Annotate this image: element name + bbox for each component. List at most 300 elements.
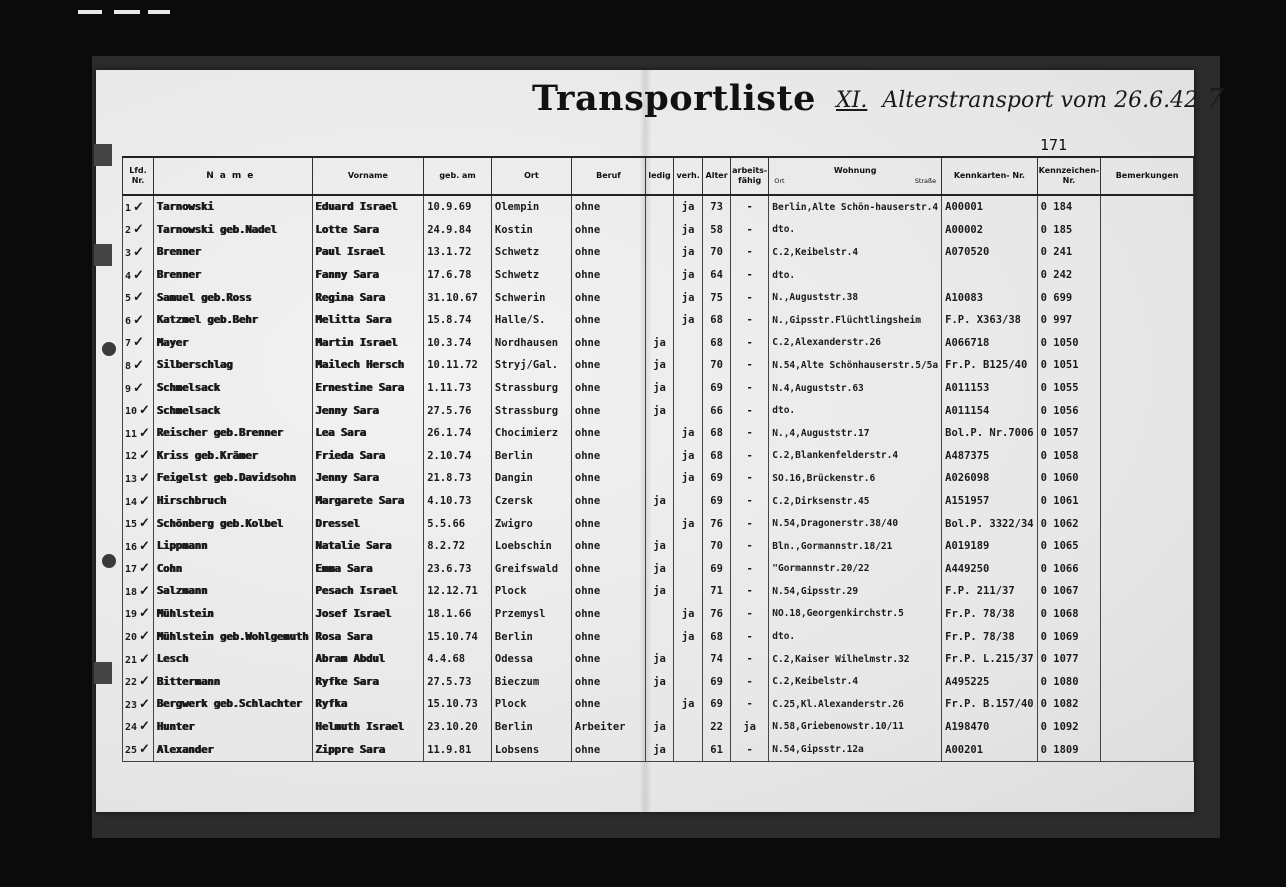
kennzeichen-cell: 0 242 (1037, 264, 1101, 287)
ledig-cell (646, 693, 674, 716)
vorname-cell: Ernestine Sara (312, 377, 424, 400)
bemerkungen-cell (1101, 648, 1194, 671)
row-number: 8 (125, 360, 132, 372)
beruf-cell: ohne (571, 377, 645, 400)
ort-cell: Czersk (491, 490, 571, 513)
arbeit-cell: - (731, 422, 769, 445)
row-number-cell (123, 354, 154, 377)
ledig-cell (646, 625, 674, 648)
table-row (123, 716, 1194, 739)
ort-cell: Schwerin (491, 286, 571, 309)
alter-cell: 69 (703, 558, 731, 581)
row-number-cell (123, 558, 154, 581)
bemerkungen-cell (1101, 195, 1194, 219)
kennkarte-cell: A00001 (942, 195, 1038, 219)
kennzeichen-cell: 0 1056 (1037, 399, 1101, 422)
wohnung-cell: C.2,Keibelstr.4 (769, 241, 942, 264)
alter-cell: 69 (703, 377, 731, 400)
ort-cell: Bieczum (491, 670, 571, 693)
alter-cell: 71 (703, 580, 731, 603)
geb-cell: 2.10.74 (424, 445, 492, 468)
row-number: 25 (125, 745, 138, 757)
check-mark-icon: ✓ (139, 583, 150, 599)
transport-table (122, 156, 1194, 762)
arbeit-cell: - (731, 558, 769, 581)
verh-cell (674, 738, 703, 761)
vorname-cell: Eduard Israel (312, 195, 424, 219)
kennzeichen-cell: 0 1050 (1037, 332, 1101, 355)
bemerkungen-cell (1101, 264, 1194, 287)
vorname-cell: Lea Sara (312, 422, 424, 445)
arbeit-cell: - (731, 219, 769, 242)
beruf-cell: ohne (571, 693, 645, 716)
row-number: 4 (125, 270, 132, 282)
vorname-cell: Ryfka (312, 693, 424, 716)
document-page (96, 70, 1224, 812)
ledig-cell: ja (646, 716, 674, 739)
arbeit-cell: - (731, 625, 769, 648)
name-cell: Katzmel geb.Behr (153, 309, 312, 332)
row-number: 21 (125, 654, 138, 666)
alter-cell: 75 (703, 286, 731, 309)
arbeit-cell: - (731, 241, 769, 264)
transport-description: Alterstransport vom 26.6.42 (882, 88, 1199, 113)
geb-cell: 26.1.74 (424, 422, 492, 445)
arbeit-cell: - (731, 535, 769, 558)
kennzeichen-cell: 0 1809 (1037, 738, 1101, 761)
row-number: 22 (125, 677, 138, 689)
table-row (123, 241, 1194, 264)
table-row (123, 195, 1194, 219)
ort-cell: Przemysl (491, 603, 571, 626)
header-beruf: Beruf (571, 157, 645, 195)
row-number: 6 (125, 315, 132, 327)
kennkarte-cell: A026098 (942, 467, 1038, 490)
handwritten-note (836, 84, 1224, 114)
geb-cell: 27.5.73 (424, 670, 492, 693)
header-name: Name (153, 157, 312, 195)
row-number-cell (123, 670, 154, 693)
wohnung-cell: Bln.,Gormannstr.18/21 (769, 535, 942, 558)
check-mark-icon: ✓ (139, 742, 150, 758)
verh-cell (674, 377, 703, 400)
row-number-cell (123, 241, 154, 264)
beruf-cell: ohne (571, 558, 645, 581)
beruf-cell: ohne (571, 535, 645, 558)
geb-cell: 13.1.72 (424, 241, 492, 264)
kennzeichen-cell: 0 1077 (1037, 648, 1101, 671)
kennkarte-cell: A449250 (942, 558, 1038, 581)
vorname-cell: Frieda Sara (312, 445, 424, 468)
verh-cell (674, 399, 703, 422)
row-number-cell (123, 603, 154, 626)
vorname-cell: Lotte Sara (312, 219, 424, 242)
header-wohnung-strasse: Straße (914, 177, 937, 185)
kennkarte-cell (942, 264, 1038, 287)
bemerkungen-cell (1101, 558, 1194, 581)
wohnung-cell: N.54,Gipsstr.29 (769, 580, 942, 603)
kennzeichen-cell: 0 241 (1037, 241, 1101, 264)
row-number: 2 (125, 225, 132, 237)
verh-cell (674, 670, 703, 693)
transport-number: XI. (836, 88, 868, 113)
row-number: 12 (125, 451, 138, 463)
beruf-cell: ohne (571, 332, 645, 355)
check-mark-icon: ✓ (133, 290, 144, 306)
bemerkungen-cell (1101, 241, 1194, 264)
check-mark-icon: ✓ (133, 199, 144, 215)
bemerkungen-cell (1101, 603, 1194, 626)
header-geb: geb. am (424, 157, 492, 195)
arbeit-cell: - (731, 332, 769, 355)
arbeit-cell: - (731, 354, 769, 377)
table-row (123, 625, 1194, 648)
kennzeichen-cell: 0 1092 (1037, 716, 1101, 739)
kennkarte-cell: A011153 (942, 377, 1038, 400)
ort-cell: Berlin (491, 716, 571, 739)
bemerkungen-cell (1101, 580, 1194, 603)
name-cell: Mühlstein (153, 603, 312, 626)
kennkarte-cell: A070520 (942, 241, 1038, 264)
document-title: Transportliste (532, 78, 816, 119)
kennzeichen-cell: 0 185 (1037, 219, 1101, 242)
ledig-cell: ja (646, 377, 674, 400)
check-mark-icon: ✓ (139, 696, 150, 712)
geb-cell: 4.4.68 (424, 648, 492, 671)
table-row (123, 264, 1194, 287)
alter-cell: 64 (703, 264, 731, 287)
ort-cell: Strassburg (491, 399, 571, 422)
kennzeichen-cell: 0 1068 (1037, 603, 1101, 626)
row-number: 9 (125, 383, 132, 395)
ort-cell: Strassburg (491, 377, 571, 400)
alter-cell: 22 (703, 716, 731, 739)
alter-cell: 69 (703, 670, 731, 693)
bemerkungen-cell (1101, 535, 1194, 558)
vorname-cell: Martin Israel (312, 332, 424, 355)
verh-cell: ja (674, 195, 703, 219)
verh-cell (674, 354, 703, 377)
kennkarte-cell: Bol.P. 3322/34 (942, 512, 1038, 535)
check-mark-icon: ✓ (133, 335, 144, 351)
geb-cell: 5.5.66 (424, 512, 492, 535)
kennkarte-cell: Fr.P. L.215/37 (942, 648, 1038, 671)
verh-cell: ja (674, 512, 703, 535)
header-bemerkungen: Bemerkungen (1101, 157, 1194, 195)
wohnung-cell: C.2,Keibelstr.4 (769, 670, 942, 693)
arbeit-cell: - (731, 490, 769, 513)
verh-cell (674, 490, 703, 513)
check-mark-icon: ✓ (139, 538, 150, 554)
name-cell: Schmelsack (153, 399, 312, 422)
ledig-cell: ja (646, 354, 674, 377)
bemerkungen-cell (1101, 422, 1194, 445)
beruf-cell: ohne (571, 399, 645, 422)
ledig-cell (646, 264, 674, 287)
ledig-cell: ja (646, 580, 674, 603)
row-number: 1 (125, 202, 132, 214)
verh-cell: ja (674, 309, 703, 332)
header-vorname: Vorname (312, 157, 424, 195)
bemerkungen-cell (1101, 693, 1194, 716)
table-row (123, 286, 1194, 309)
beruf-cell: ohne (571, 219, 645, 242)
table-row (123, 603, 1194, 626)
check-mark-icon: ✓ (139, 561, 150, 577)
alter-cell: 68 (703, 332, 731, 355)
name-cell: Tarnowski (153, 195, 312, 219)
kennkarte-cell: Fr.P. 78/38 (942, 625, 1038, 648)
verh-cell (674, 332, 703, 355)
kennzeichen-cell: 0 1080 (1037, 670, 1101, 693)
name-cell: Schönberg geb.Kolbel (153, 512, 312, 535)
name-cell: Alexander (153, 738, 312, 761)
kennzeichen-cell: 0 1082 (1037, 693, 1101, 716)
ledig-cell (646, 445, 674, 468)
arbeit-cell: - (731, 264, 769, 287)
punch-hole (102, 342, 116, 356)
geb-cell: 4.10.73 (424, 490, 492, 513)
bemerkungen-cell (1101, 377, 1194, 400)
beruf-cell: ohne (571, 195, 645, 219)
verh-cell: ja (674, 693, 703, 716)
arbeit-cell: ja (731, 716, 769, 739)
header-arbeit: arbeits- fähig (731, 157, 769, 195)
name-cell: Samuel geb.Ross (153, 286, 312, 309)
row-number-cell (123, 693, 154, 716)
kennzeichen-cell: 0 1058 (1037, 445, 1101, 468)
beruf-cell: ohne (571, 241, 645, 264)
check-mark-icon: ✓ (133, 380, 144, 396)
check-mark-icon: ✓ (133, 357, 144, 373)
row-number-cell (123, 625, 154, 648)
verh-cell: ja (674, 625, 703, 648)
alter-cell: 69 (703, 467, 731, 490)
kennkarte-cell: Bol.P. Nr.7006 (942, 422, 1038, 445)
arbeit-cell: - (731, 467, 769, 490)
kennkarte-cell: Fr.P. B.157/40 (942, 693, 1038, 716)
ort-cell: Lobsens (491, 738, 571, 761)
verh-cell: ja (674, 241, 703, 264)
alter-cell: 76 (703, 603, 731, 626)
table-row (123, 332, 1194, 355)
check-mark-icon: ✓ (133, 312, 144, 328)
bemerkungen-cell (1101, 512, 1194, 535)
wohnung-cell: N.4,Auguststr.63 (769, 377, 942, 400)
arbeit-cell: - (731, 399, 769, 422)
beruf-cell: ohne (571, 490, 645, 513)
kennkarte-cell: Fr.P. B125/40 (942, 354, 1038, 377)
ledig-cell: ja (646, 399, 674, 422)
ort-cell: Greifswald (491, 558, 571, 581)
header-kennzeichen: Kennzeichen- Nr. (1037, 157, 1101, 195)
ort-cell: Berlin (491, 445, 571, 468)
arbeit-cell: - (731, 693, 769, 716)
header-verh: verh. (674, 157, 703, 195)
alter-cell: 68 (703, 309, 731, 332)
row-number-cell (123, 580, 154, 603)
row-number-cell (123, 286, 154, 309)
kennzeichen-cell: 0 1060 (1037, 467, 1101, 490)
film-edge-mark (148, 10, 170, 14)
row-number-cell (123, 445, 154, 468)
arbeit-cell: - (731, 670, 769, 693)
ledig-cell (646, 603, 674, 626)
wohnung-cell: dto. (769, 219, 942, 242)
ledig-cell (646, 467, 674, 490)
alter-cell: 69 (703, 693, 731, 716)
kennzeichen-cell: 0 997 (1037, 309, 1101, 332)
geb-cell: 10.3.74 (424, 332, 492, 355)
bemerkungen-cell (1101, 286, 1194, 309)
arbeit-cell: - (731, 195, 769, 219)
table-header-row (123, 157, 1194, 195)
arbeit-cell: - (731, 512, 769, 535)
ledig-cell: ja (646, 670, 674, 693)
kennkarte-cell: A495225 (942, 670, 1038, 693)
film-edge-mark (114, 10, 140, 14)
ort-cell: Schwetz (491, 264, 571, 287)
header-nr: Lfd. Nr. (123, 157, 154, 195)
geb-cell: 1.11.73 (424, 377, 492, 400)
beruf-cell: ohne (571, 603, 645, 626)
table-row (123, 377, 1194, 400)
header-wohnung-label: Wohnung (833, 166, 877, 175)
arbeit-cell: - (731, 648, 769, 671)
wohnung-cell: N.54,Alte Schönhauserstr.5/5a (769, 354, 942, 377)
row-number-cell (123, 535, 154, 558)
table-row (123, 309, 1194, 332)
geb-cell: 10.11.72 (424, 354, 492, 377)
kennzeichen-cell: 0 1069 (1037, 625, 1101, 648)
ort-cell: Loebschin (491, 535, 571, 558)
kennkarte-cell: Fr.P. 78/38 (942, 603, 1038, 626)
kennkarte-cell: F.P. X363/38 (942, 309, 1038, 332)
alter-cell: 74 (703, 648, 731, 671)
ort-cell: Odessa (491, 648, 571, 671)
alter-cell: 61 (703, 738, 731, 761)
vorname-cell: Helmuth Israel (312, 716, 424, 739)
name-cell: Cohn (153, 558, 312, 581)
beruf-cell: Arbeiter (571, 716, 645, 739)
kennzeichen-cell: 0 1061 (1037, 490, 1101, 513)
beruf-cell: ohne (571, 512, 645, 535)
kennzeichen-cell: 0 1067 (1037, 580, 1101, 603)
geb-cell: 24.9.84 (424, 219, 492, 242)
ledig-cell: ja (646, 535, 674, 558)
verh-cell: ja (674, 422, 703, 445)
name-cell: Schmelsack (153, 377, 312, 400)
row-number: 18 (125, 586, 138, 598)
wohnung-cell: N.,Gipsstr.Flüchtlingsheim (769, 309, 942, 332)
row-number: 17 (125, 564, 138, 576)
binder-tab (94, 244, 112, 266)
vorname-cell: Jenny Sara (312, 467, 424, 490)
vorname-cell: Fanny Sara (312, 264, 424, 287)
name-cell: Bittermann (153, 670, 312, 693)
table-row (123, 670, 1194, 693)
beruf-cell: ohne (571, 445, 645, 468)
wohnung-cell: "Gormannstr.20/22 (769, 558, 942, 581)
wohnung-cell: N.58,Griebenowstr.10/11 (769, 716, 942, 739)
check-mark-icon: ✓ (139, 425, 150, 441)
alter-cell: 73 (703, 195, 731, 219)
kennzeichen-cell: 0 1057 (1037, 422, 1101, 445)
header-ort: Ort (491, 157, 571, 195)
wohnung-cell: dto. (769, 625, 942, 648)
bemerkungen-cell (1101, 716, 1194, 739)
transport-table-wrapper (122, 156, 1194, 762)
wohnung-cell: C.2,Alexanderstr.26 (769, 332, 942, 355)
ledig-cell: ja (646, 332, 674, 355)
vorname-cell: Jenny Sara (312, 399, 424, 422)
row-number-cell (123, 467, 154, 490)
row-number: 11 (125, 428, 138, 440)
check-mark-icon: ✓ (139, 493, 150, 509)
geb-cell: 11.9.81 (424, 738, 492, 761)
row-number: 13 (125, 473, 138, 485)
arbeit-cell: - (731, 603, 769, 626)
table-row (123, 490, 1194, 513)
kennkarte-cell: A198470 (942, 716, 1038, 739)
ort-cell: Nordhausen (491, 332, 571, 355)
kennkarte-cell: A10083 (942, 286, 1038, 309)
name-cell: Hirschbruch (153, 490, 312, 513)
table-row (123, 558, 1194, 581)
geb-cell: 10.9.69 (424, 195, 492, 219)
geb-cell: 23.10.20 (424, 716, 492, 739)
bemerkungen-cell (1101, 467, 1194, 490)
verh-cell (674, 716, 703, 739)
bemerkungen-cell (1101, 309, 1194, 332)
vorname-cell: Regina Sara (312, 286, 424, 309)
ledig-cell (646, 512, 674, 535)
header-ledig: ledig (646, 157, 674, 195)
wohnung-cell: C.2,Blankenfelderstr.4 (769, 445, 942, 468)
wohnung-cell: C.25,Kl.Alexanderstr.26 (769, 693, 942, 716)
ort-cell: Stryj/Gal. (491, 354, 571, 377)
check-mark-icon: ✓ (133, 267, 144, 283)
kennzeichen-cell: 0 1066 (1037, 558, 1101, 581)
geb-cell: 12.12.71 (424, 580, 492, 603)
bemerkungen-cell (1101, 738, 1194, 761)
table-row (123, 422, 1194, 445)
row-number-cell (123, 512, 154, 535)
vorname-cell: Rosa Sara (312, 625, 424, 648)
verh-cell: ja (674, 603, 703, 626)
row-number-cell (123, 264, 154, 287)
name-cell: Brenner (153, 241, 312, 264)
verh-cell: ja (674, 219, 703, 242)
verh-cell (674, 558, 703, 581)
row-number: 14 (125, 496, 138, 508)
geb-cell: 31.10.67 (424, 286, 492, 309)
ort-cell: Chocimierz (491, 422, 571, 445)
table-row (123, 693, 1194, 716)
row-number: 10 (125, 406, 138, 418)
beruf-cell: ohne (571, 264, 645, 287)
ledig-cell (646, 286, 674, 309)
table-row (123, 580, 1194, 603)
beruf-cell: ohne (571, 670, 645, 693)
bemerkungen-cell (1101, 219, 1194, 242)
alter-cell: 58 (703, 219, 731, 242)
wohnung-cell: N.,Auguststr.38 (769, 286, 942, 309)
table-row (123, 738, 1194, 761)
alter-cell: 70 (703, 241, 731, 264)
name-cell: Hunter (153, 716, 312, 739)
name-cell: Tarnowski geb.Nadel (153, 219, 312, 242)
